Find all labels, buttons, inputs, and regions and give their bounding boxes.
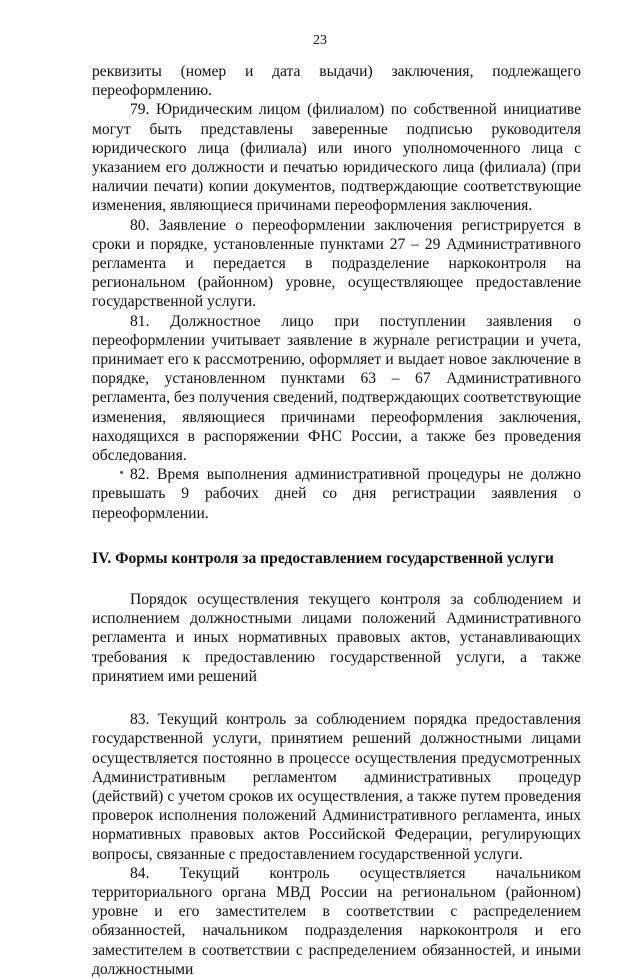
paragraph-81: 81. Должностное лицо при поступлении заявления о переоформлении учитывает заявление в журнале регистрации и учета, принимает его к рассмотрению, оформляет и выдает новое заключение в порядке, установленном пунктами 63 – 67 Административного регламента, без получения сведений, подтверждающих соответствующие изменения, являющиеся причинами переоформления заключения, находящихся в распоряжении ФНС России, а также без проведения обследования. <box>92 312 581 465</box>
section-heading: IV. Формы контроля за предоставлением государственной услуги <box>92 549 554 567</box>
paragraph-80: 80. Заявление о переоформлении заключения регистрируется в сроки и порядке, установленные пунктами 27 – 29 Административного регламента и передается в подразделение наркоконтроля на региональном (районном) уровне, осуществляющее предоставление государственной услуги. <box>92 216 581 311</box>
paragraph-82: 82. Время выполнения административной процедуры не должно превышать 9 рабочих дней со дня регистрации заявления о переоформлении. <box>92 466 581 522</box>
paragraph-continuation: реквизиты (номер и дата выдачи) заключения, подлежащего переоформлению. <box>92 63 581 100</box>
page-number: 23 <box>313 33 327 48</box>
paragraph-84: 84. Текущий контроль осуществляется начальником территориального органа МВД России на региональном (районном) уровне и его заместителем в соответствии с распределением обязанностей, начальником подразделения наркоконтроля и его заместителем в соответствии с распределением обязанностей, и иными должностными <box>92 864 581 978</box>
document-body <box>92 62 581 979</box>
paragraph-79: 79. Юридическим лицом (филиалом) по собственной инициативе могут быть представлены заверенные подписью руководителя юридического лица (филиала) или иного уполномоченного лица с указанием его должности и печатью юридического лица (филиала) (при наличии печати) копии документов, подтверждающие соответствующие изменения, являющиеся причинами переоформления заключения. <box>92 101 581 215</box>
paragraph-83: 83. Текущий контроль за соблюдением порядка предоставления государственной услуги, принятием решений должностными лицами осуществляется постоянно в процессе осуществления предусмотренных Административным регламентом административных процедур (действий) с учетом сроков их осуществления, а также путем проведения проверок исполнения положений Административного регламента, иных нормативных правовых актов Российской Федерации, регулирующих вопросы, связанные с предоставлением государственной услуги. <box>92 711 581 863</box>
subsection-title: Порядок осуществления текущего контроля за соблюдением и исполнением должностными лицами положений Административного регламента и иных нормативных правовых актов, устанавливающих требования к предоставлению государственной услуги, а также принятием ими решений <box>92 591 581 685</box>
scan-speck <box>120 471 123 474</box>
